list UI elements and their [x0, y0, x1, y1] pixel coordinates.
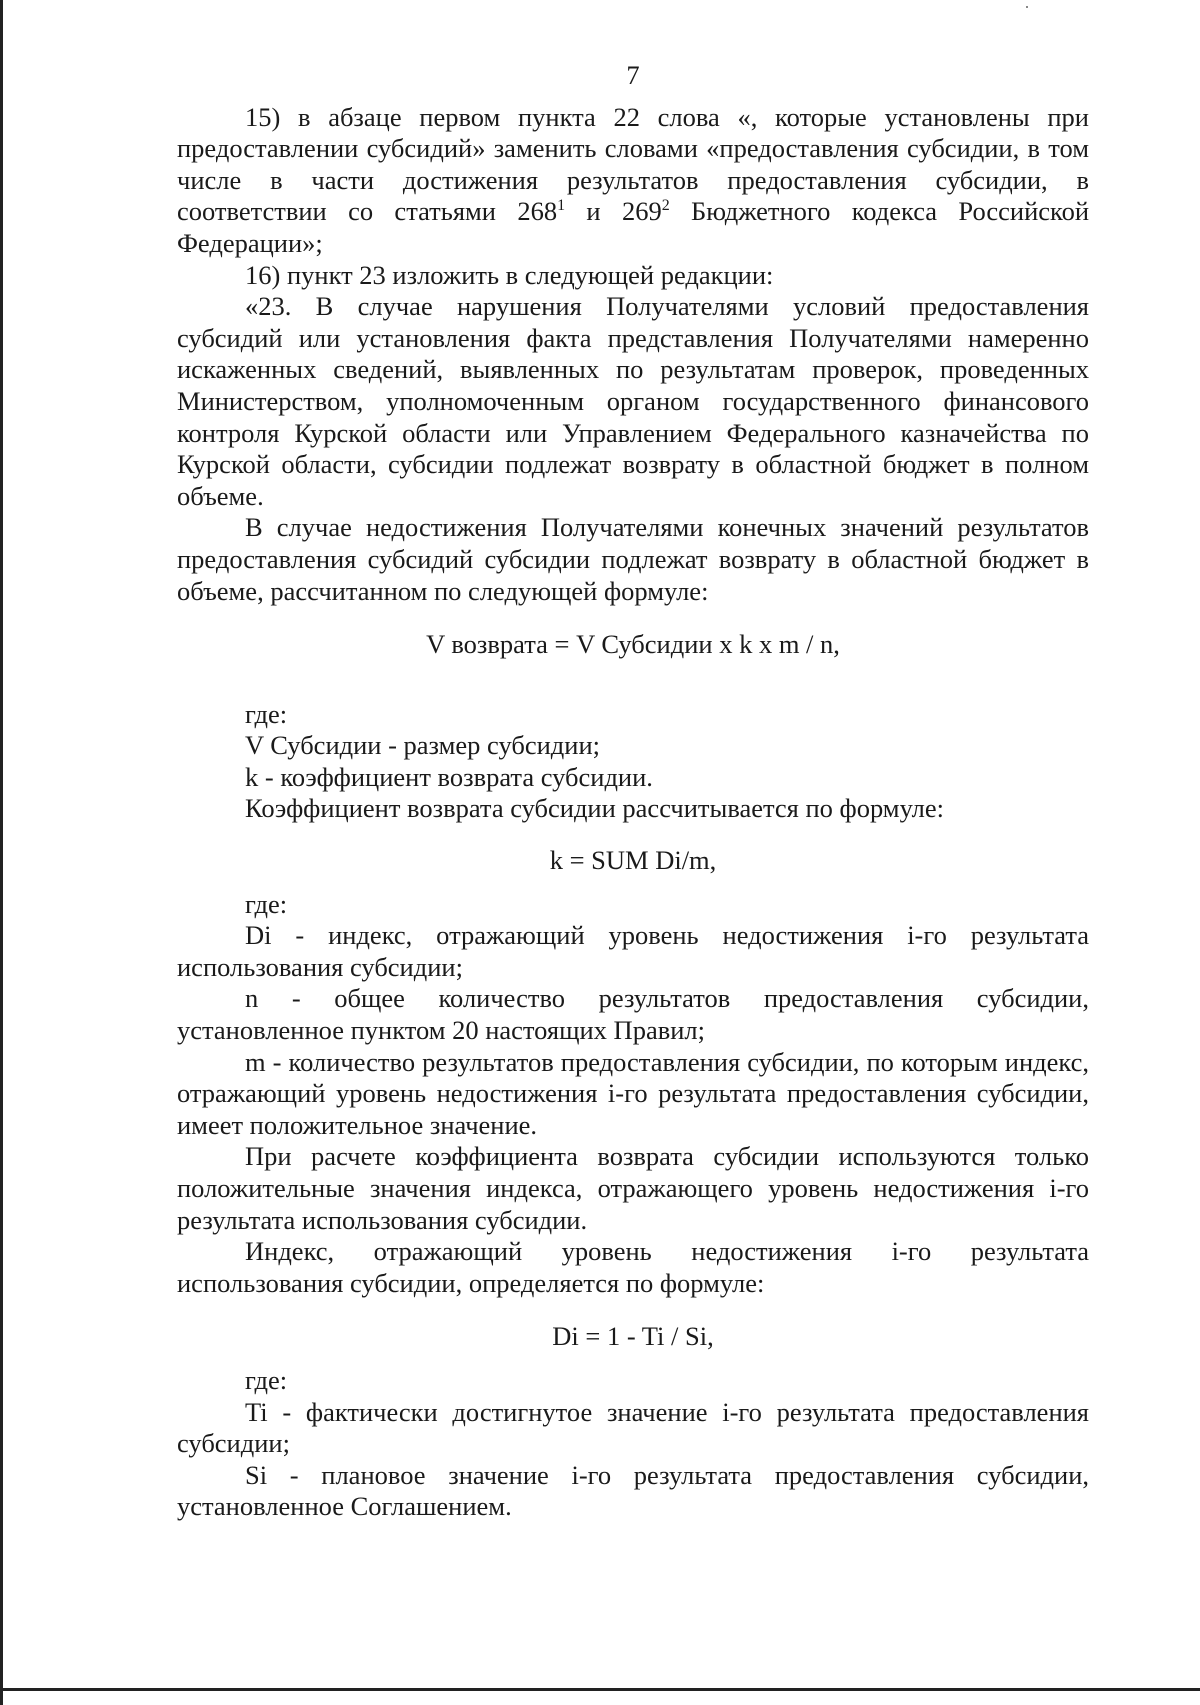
formula-di: Di = 1 - Ti / Si, [552, 1321, 714, 1352]
paragraph-23-shortfall: В случае недостижения Получателями конечных значений результатов предоставления субсидий субсидии подлежат возврату в областной бюджет в объеме, рассчитанном по следующей формуле: [177, 512, 1089, 606]
di-formula-intro: Индекс, отражающий уровень недостижения i-го результата использования субсидии, определяется по формуле: [177, 1236, 1089, 1298]
definition-v-subsidy: V Субсидии - размер субсидии; [245, 730, 601, 761]
definition-si: Si - плановое значение i-го результата предоставления субсидии, установленное Соглашением. [177, 1459, 1089, 1522]
definition-n: n - общее количество результатов предоставления субсидии, установленное пунктом 20 настоящих Правил; [177, 983, 1089, 1046]
where-label-1: где: [245, 698, 288, 729]
definition-m: m - количество результатов предоставления субсидии, по которым индекс, отражающий уровень недостижения i-го результата предоставления субсидии, имеет положительное значение. [177, 1046, 1089, 1140]
formula-refund-volume: V возврата = V Субсидии x k x m / n, [426, 629, 840, 660]
item15-text-a: 15) в абзаце первом пункта 22 слова «, которые установлены при предоставлении субсидий» заменить словами «предоставления субсидии, в том числе в части достижения результатов предоставления субсидии, в соответствии со статьями 268 [177, 101, 1089, 227]
scan-speck [1026, 6, 1028, 8]
superscript-2: 2 [661, 197, 670, 215]
item15-text-b: и 269 [565, 196, 662, 227]
superscript-1: 1 [557, 197, 566, 215]
paragraph-item-16: 16) пункт 23 изложить в следующей редакции: [245, 259, 774, 290]
item15-text-c: Бюджетного кодекса Российской Федерации»; [177, 196, 1089, 258]
page-number: 7 [626, 60, 640, 90]
note-positive-values: При расчете коэффициента возврата субсидии используются только положительные значения индекса, отражающего уровень недостижения i-го результата использования субсидии. [177, 1141, 1089, 1235]
definition-di: Di - индекс, отражающий уровень недостижения i-го результата использования субсидии; [177, 920, 1089, 982]
k-formula-intro: Коэффициент возврата субсидии рассчитывается по формуле: [245, 793, 945, 824]
definition-k: k - коэффициент возврата субсидии. [245, 761, 653, 792]
scan-edge-bottom [0, 1688, 1200, 1691]
where-label-2: где: [245, 888, 288, 919]
formula-k: k = SUM Di/m, [549, 845, 717, 876]
where-label-3: где: [245, 1364, 288, 1395]
paragraph-item-15 [177, 102, 1089, 260]
scan-edge-left [0, 0, 3, 1705]
definition-ti: Ti - фактически достигнутое значение i-го результата предоставления субсидии; [177, 1396, 1089, 1459]
paragraph-23-violation: «23. В случае нарушения Получателями условий предоставления субсидий или установления факта представления Получателями намеренно искаженных сведений, выявленных по результатам проверок, проведенных Министерством, уполномоченным органом государственного финансового контроля Курской области или Управлением Федерального казначейства по Курской области, субсидии подлежат возврату в областной бюджет в полном объеме. [177, 291, 1089, 511]
document-page [177, 60, 1089, 1523]
